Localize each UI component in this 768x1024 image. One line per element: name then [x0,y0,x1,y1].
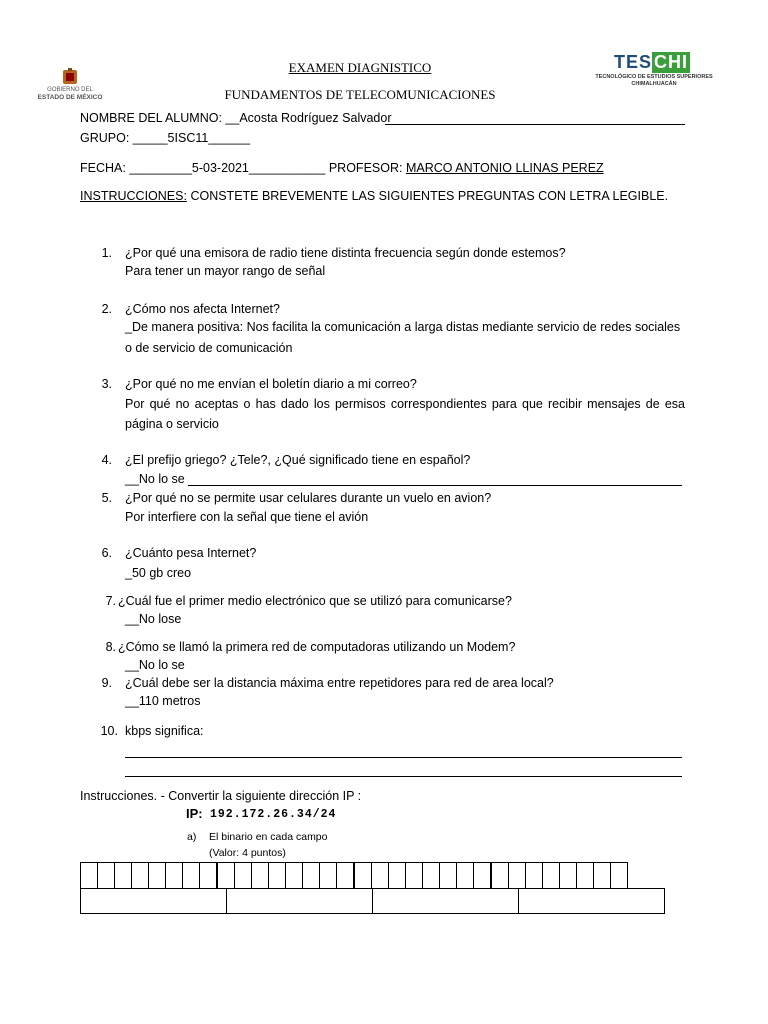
instructions-text: CONSTETE BREVEMENTE LAS SIGUIENTES PREGUNTAS CON LETRA LEGIBLE. [190,189,669,203]
question-2-text: ¿Cómo nos afecta Internet? [125,302,280,316]
bit-cell[interactable] [98,863,115,889]
gobierno-logo-line1: GOBIERNO DEL [47,87,93,93]
question-2-number: 2. [101,302,112,316]
question-1-answer: Para tener un mayor rango de señal [125,264,326,278]
question-3-number: 3. [101,377,112,391]
question-4-answer: __No lo se [125,472,185,486]
bit-cell[interactable] [474,863,492,889]
question-1-number: 1. [101,246,112,260]
bit-cell[interactable] [423,863,440,889]
date-teacher-row [80,161,604,175]
bit-cell[interactable] [440,863,457,889]
question-5-text: ¿Por qué no se permite usar celulares durante un vuelo en avion? [125,491,492,505]
bit-cell[interactable] [509,863,526,889]
instructions-label: INSTRUCCIONES: [80,189,187,203]
student-name-underline [385,124,685,125]
question-1-text: ¿Por qué una emisora de radio tiene distinta frecuencia según donde estemos? [125,246,566,260]
group-value: _____5ISC11______ [132,131,251,145]
question-10-number: 10. [100,724,118,738]
ip-label: IP: [186,806,203,821]
exam-title: EXAMEN DIAGNISTICO [288,60,432,75]
question-8-text: ¿Cómo se llamó la primera red de computadoras utilizando un Modem? [118,640,516,654]
question-5-answer: Por interfiere con la señal que tiene el avión [125,510,369,524]
bit-cell[interactable] [577,863,594,889]
bit-cell[interactable] [594,863,611,889]
bit-cell[interactable] [217,863,235,889]
question-3-answer-line2: página o servicio [125,417,219,431]
item-a-value: (Valor: 4 puntos) [209,847,286,859]
student-name-value: __Acosta Rodríguez Salvador [225,111,392,125]
group-label: GRUPO: [80,131,130,145]
bit-cell[interactable] [491,863,509,889]
bit-cell[interactable] [337,863,355,889]
bit-cell[interactable] [200,863,218,889]
question-4-answer-line [188,485,682,486]
instructions-row [80,189,668,203]
bit-cell[interactable] [149,863,166,889]
bit-cell[interactable] [183,863,200,889]
ip-instructions: Instrucciones. - Convertir la siguiente dirección IP : [80,789,362,803]
question-4-number: 4. [101,453,112,467]
bit-cell[interactable] [354,863,372,889]
question-2-answer-line2: o de servicio de comunicación [125,341,293,355]
bit-cell[interactable] [526,863,543,889]
bit-cell[interactable] [303,863,320,889]
binary-bits-table [80,862,628,889]
student-name-label: NOMBRE DEL ALUMNO: [80,111,222,125]
student-name-row [80,111,392,125]
bit-cell[interactable] [320,863,337,889]
bit-cell[interactable] [235,863,252,889]
question-9-number: 9. [101,676,112,690]
question-3-text: ¿Por qué no me envían el boletín diario a mi correo? [125,377,417,391]
question-9-answer: __110 metros [125,694,201,708]
teacher-label: PROFESOR: [328,161,403,175]
ip-value: 192.172.26.34/24 [210,808,337,821]
bit-cell[interactable] [457,863,474,889]
question-5-number: 5. [101,491,112,505]
item-a-text: El binario en cada campo [209,831,328,843]
question-3-answer-line1: Por qué no aceptas o has dado los permisos correspondientes para que recibir mensajes de esa [125,397,685,411]
binary-field-3[interactable] [373,889,519,914]
bit-cell[interactable] [115,863,132,889]
teschi-logo-line2: CHIMALHUACÁN [631,81,677,87]
bit-cell[interactable] [560,863,577,889]
teacher-value: MARCO ANTONIO LLINAS PEREZ [405,161,604,175]
bit-cell[interactable] [611,863,628,889]
bit-cell[interactable] [543,863,560,889]
bit-cell[interactable] [406,863,423,889]
question-6-answer: _50 gb creo [125,566,192,580]
binary-fields-row [81,889,665,914]
gobierno-logo-line2: ESTADO DE MÉXICO [37,94,103,101]
date-value: _________5-03-2021___________ [129,161,326,175]
question-8-answer: __No lo se [125,658,185,672]
bit-cell[interactable] [269,863,286,889]
bit-cell[interactable] [81,863,98,889]
bit-cell[interactable] [372,863,389,889]
item-a-letter: a) [187,831,197,843]
question-10-answer-line2 [125,776,682,777]
binary-field-4[interactable] [519,889,665,914]
question-6-number: 6. [101,546,112,560]
binary-fields-table [80,888,665,914]
date-label: FECHA: [80,161,126,175]
teschi-logo-line1: TECNOLÓGICO DE ESTUDIOS SUPERIORES [595,74,713,80]
bit-cell[interactable] [389,863,406,889]
bit-cell[interactable] [252,863,269,889]
teschi-word-b: CHI [654,52,689,72]
question-7-number: 7. [105,594,116,608]
question-7-answer: __No lose [125,612,182,626]
question-10-answer-line1 [125,757,682,758]
binary-field-2[interactable] [227,889,373,914]
question-8-number: 8. [105,640,116,654]
binary-bits-row [81,863,628,889]
question-10-text: kbps significa: [125,724,204,738]
bit-cell[interactable] [286,863,303,889]
question-2-answer-line1: _De manera positiva: Nos facilita la comunicación a larga distas mediante servicio de redes sociales [125,320,681,334]
binary-field-1[interactable] [81,889,227,914]
question-6-text: ¿Cuánto pesa Internet? [125,546,257,560]
subject-title: FUNDAMENTOS DE TELECOMUNICACIONES [224,87,496,102]
question-7-text: ¿Cuál fue el primer medio electrónico que se utilizó para comunicarse? [118,594,512,608]
teschi-word-a: TES [614,52,653,72]
group-row [80,131,250,145]
bit-cell[interactable] [132,863,149,889]
bit-cell[interactable] [166,863,183,889]
question-4-text: ¿El prefijo griego? ¿Tele?, ¿Qué significado tiene en español? [125,453,471,467]
question-9-text: ¿Cuál debe ser la distancia máxima entre repetidores para red de area local? [125,676,554,690]
